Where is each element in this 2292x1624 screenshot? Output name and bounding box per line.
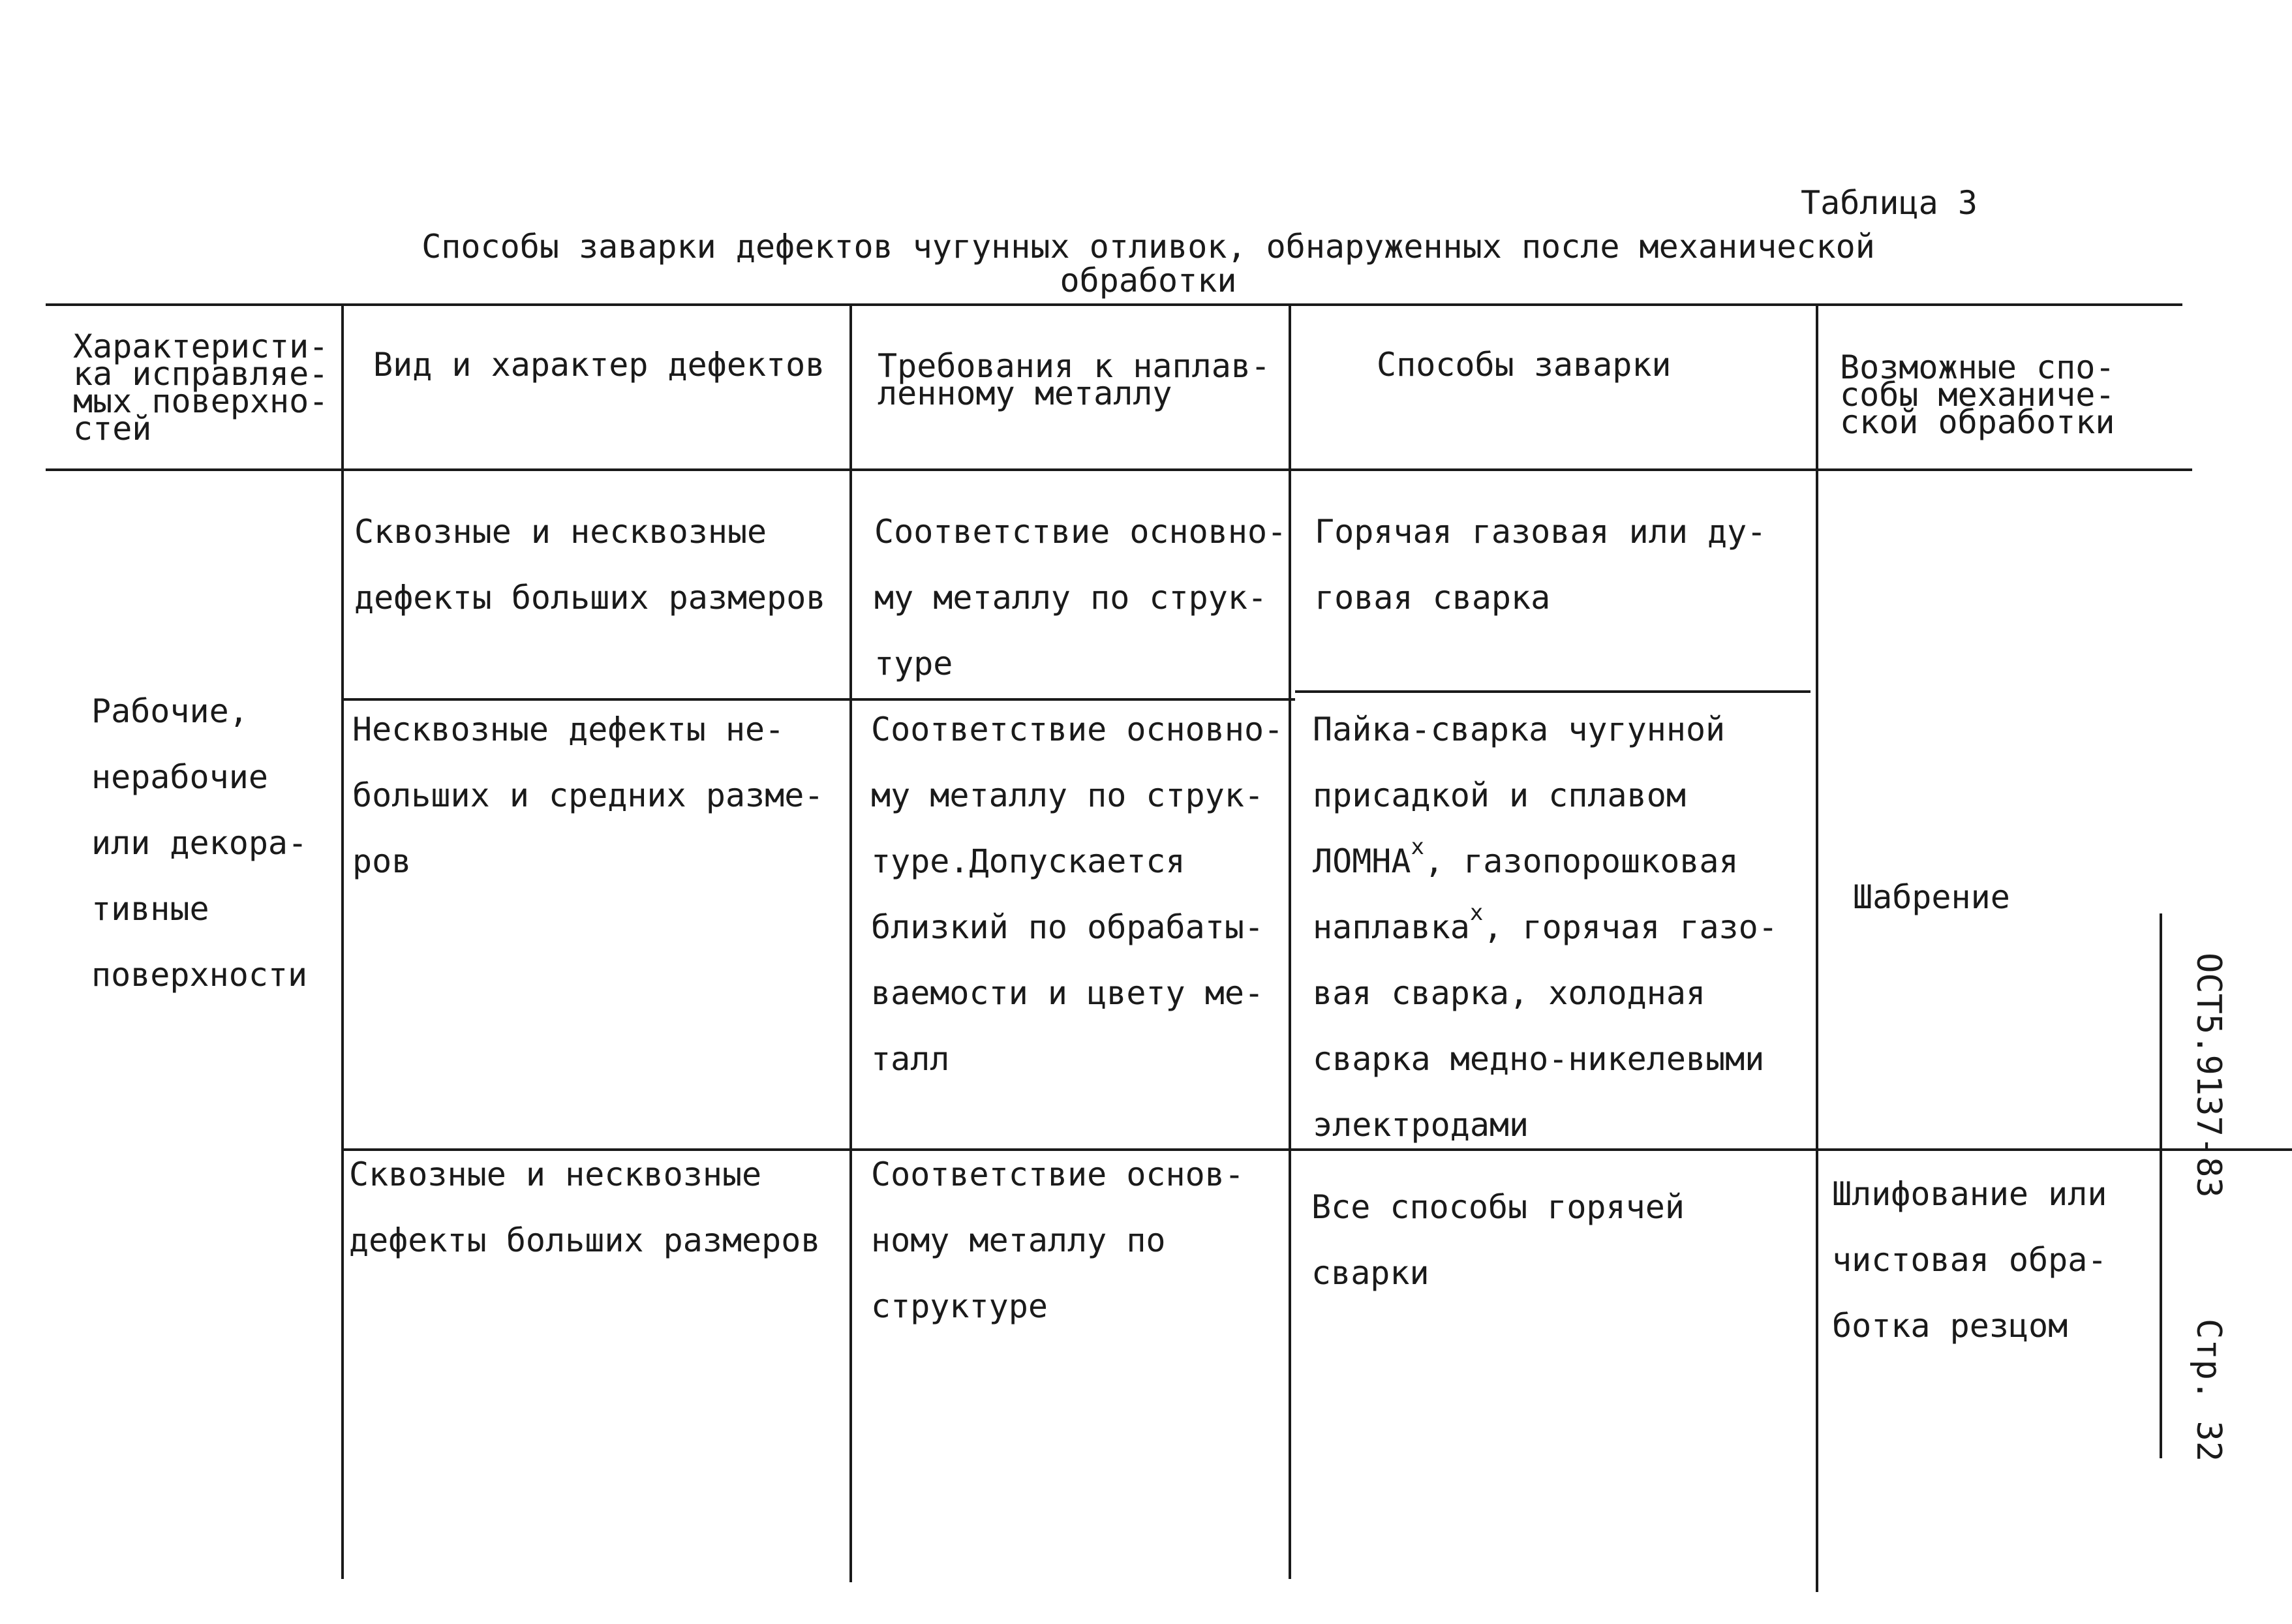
defect-cell: Сквозные и несквозные дефекты больших размеров (349, 1156, 821, 1259)
method-cell: Пайка-сварка чугунной присадкой и сплавом ЛОМНА$^x$, газопорошковая наплавка$^x$, горячая газо- вая сварка, холодная сварка медно-никелевыми электродами (1313, 711, 1778, 1144)
title-line: обработки (1060, 262, 1237, 299)
table-label: Таблица 3 (1801, 184, 1978, 222)
header-defect-type: Вид и характер дефектов (373, 346, 825, 384)
header-machining-methods: Возможные спо- собы механиче- ской обработки (1840, 348, 2115, 441)
row-divider (1295, 690, 1811, 693)
header-welding-methods: Способы заварки (1377, 346, 1672, 384)
method-cell: Горячая газовая или ду- говая сварка (1315, 513, 1767, 617)
column-divider (1289, 303, 1291, 1579)
requirement-cell: Соответствие основ- ному металлу по структуре (871, 1156, 1244, 1325)
page-number: Стр. 32 (2189, 1318, 2228, 1462)
title-line: Способы заварки дефектов чугунных отливок, обнаруженных после механической (421, 228, 1875, 266)
footnote-mark: x (1469, 900, 1484, 926)
machining-cell: Шабрение (1853, 878, 2010, 916)
method-cell: Все способы горячей сварки (1311, 1188, 1685, 1292)
requirement-cell: Соответствие основно- му металлу по струк- туре.Допускается близкий по обрабаты- ваемости и цвету ме- талл (871, 711, 1284, 1078)
header-bottom-rule (46, 468, 2192, 471)
requirement-cell: Соответствие основно- му металлу по струк- туре (874, 513, 1287, 682)
surface-type-cell: Рабочие, нерабочие или декора- тивные поверхности (91, 692, 308, 994)
footnote-mark: x (1411, 834, 1424, 860)
column-divider (849, 303, 852, 1582)
table-top-rule (46, 303, 2182, 306)
defect-cell: Сквозные и несквозные дефекты больших размеров (354, 513, 826, 617)
document-code: ОСТ5.9137-83 (2189, 953, 2228, 1198)
column-divider (341, 303, 344, 1579)
header-surface-characteristic: Характеристи- ка исправляе- мых поверхно- стей (73, 328, 329, 448)
column-divider (1816, 303, 1818, 1592)
side-stamp-rule (2160, 913, 2162, 1458)
header-deposited-metal-requirements: Требования к наплав- ленному металлу (878, 347, 1271, 412)
machining-cell: Шлифование или чистовая обра- ботка резцом (1832, 1175, 2107, 1345)
side-stamp (2169, 953, 2228, 1462)
table-title (365, 230, 1931, 298)
defect-cell: Несквозные дефекты не- больших и средних разме- ров (352, 711, 824, 880)
